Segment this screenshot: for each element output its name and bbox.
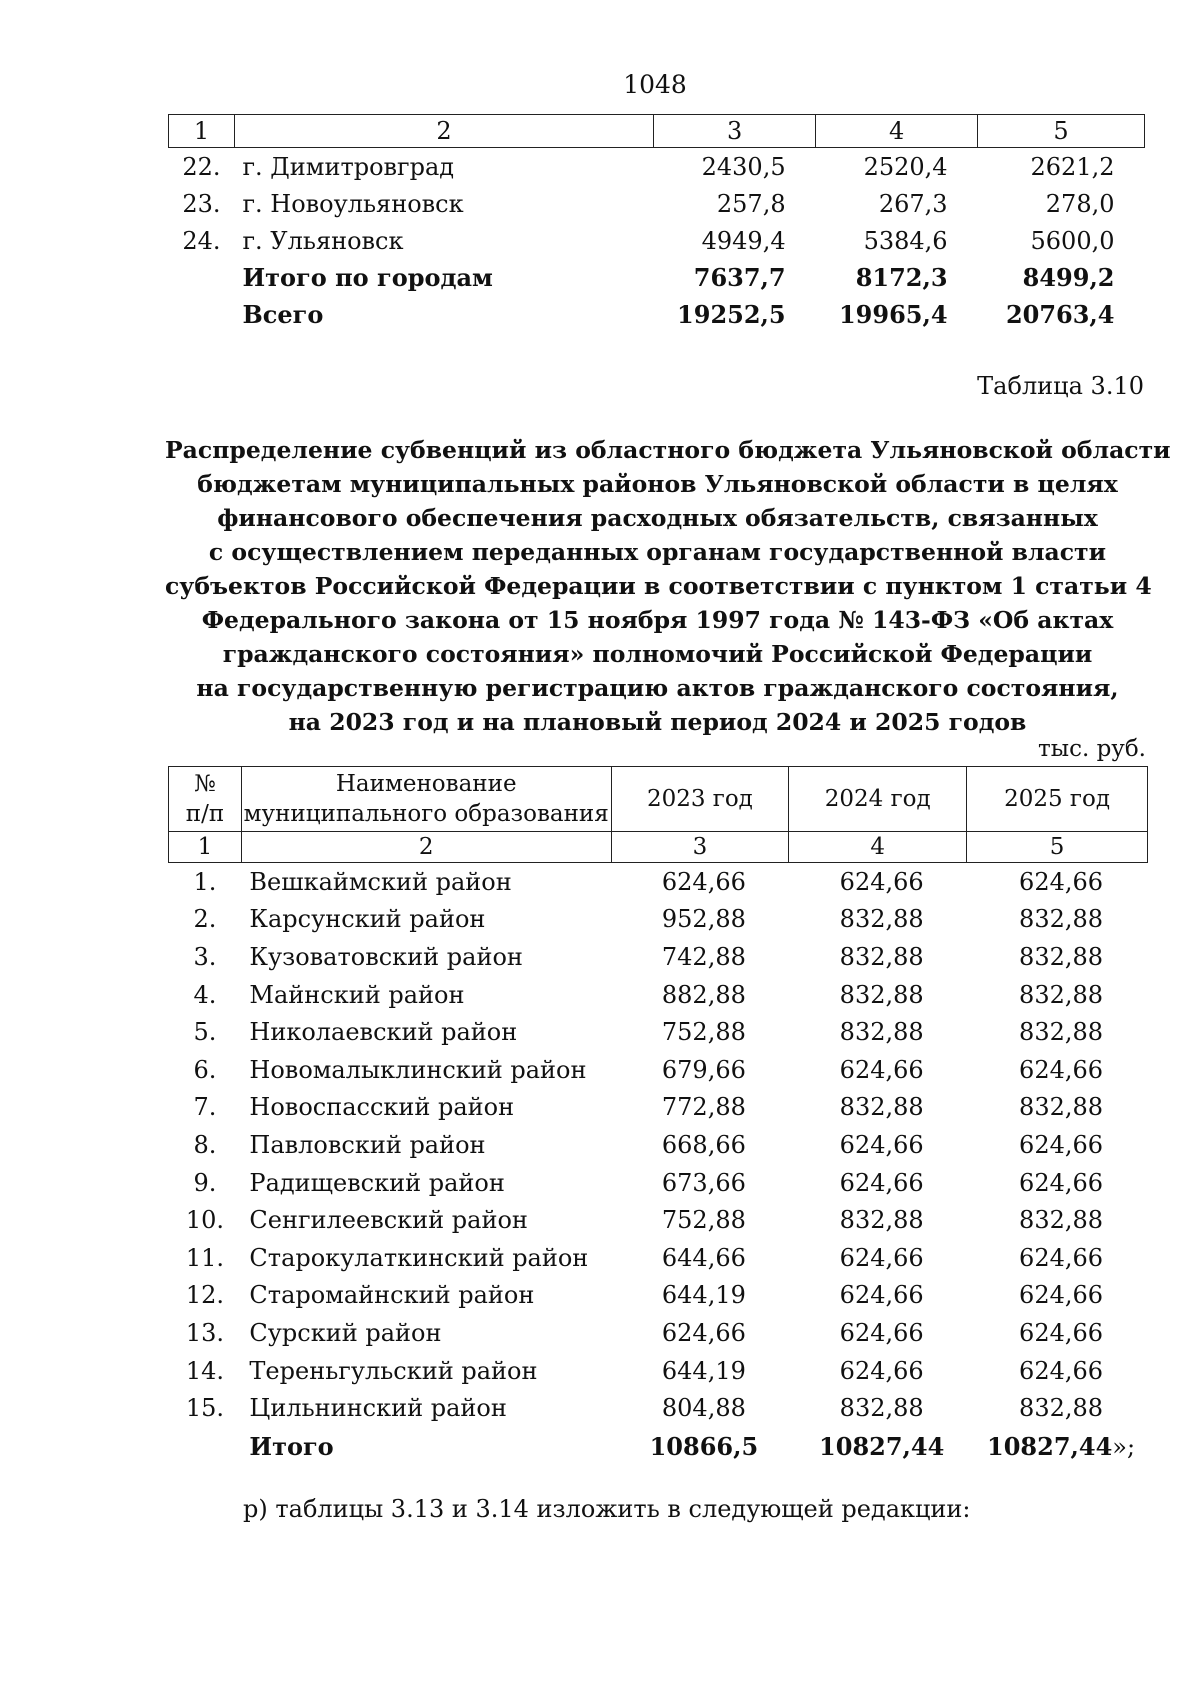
column-number: 4 [816, 115, 978, 148]
subventions-table-header [169, 767, 1148, 832]
closing-quote: »; [1112, 1433, 1136, 1462]
table-row [169, 1314, 1148, 1352]
municipality-name: Николаевский район [249, 1018, 518, 1047]
column-number: 2 [241, 832, 611, 863]
value-cell: 624,66 [1019, 1243, 1104, 1272]
value-cell: 19965,4 [838, 300, 948, 329]
value-cell: 832,88 [839, 905, 924, 934]
value-cell: 624,66 [839, 1055, 924, 1084]
row-number: 23. [182, 189, 221, 218]
value-cell: 624,66 [661, 867, 746, 896]
cities-table-header [169, 115, 1145, 148]
value-cell: 2621,2 [1030, 152, 1115, 181]
title-line: на 2023 год и на плановый период 2024 и 2025 годов [288, 708, 1027, 736]
municipality-name: Карсунский район [249, 905, 486, 934]
table-row [169, 1013, 1148, 1051]
table-title [165, 433, 1171, 739]
value-cell: 752,88 [661, 1018, 746, 1047]
table-row [169, 901, 1148, 939]
row-number: 8. [193, 1130, 217, 1159]
value-cell: 832,88 [1019, 1018, 1104, 1047]
value-cell: 624,66 [1019, 1356, 1104, 1385]
row-number: 2. [193, 905, 217, 934]
table-row [169, 1051, 1148, 1089]
value-cell: 804,88 [661, 1394, 746, 1423]
value-cell: 10827,44»; [987, 1432, 1136, 1462]
units-label: тыс. руб. [1038, 736, 1146, 762]
value-cell: 832,88 [1019, 1394, 1104, 1423]
row-number: 22. [182, 152, 221, 181]
row-number: 14. [185, 1356, 225, 1385]
value-cell: 832,88 [839, 980, 924, 1009]
table-row [169, 938, 1148, 976]
subtotal-label: Итого по городам [242, 263, 493, 292]
row-number: 11. [185, 1243, 225, 1272]
value-cell: 644,19 [661, 1356, 746, 1385]
value-cell: 278,0 [1045, 189, 1115, 218]
value-cell: 624,66 [839, 1243, 924, 1272]
column-number: 3 [654, 115, 816, 148]
value-cell: 624,66 [1019, 1168, 1104, 1197]
row-number: 3. [193, 942, 217, 971]
value-cell: 267,3 [878, 189, 948, 218]
value-cell: 624,66 [1019, 1130, 1104, 1159]
title-line: финансового обеспечения расходных обязательств, связанных [217, 504, 1098, 532]
value-cell: 952,88 [661, 905, 746, 934]
row-number: 6. [193, 1055, 217, 1084]
subventions-table [168, 766, 1148, 1467]
municipality-name: Новомалыклинский район [249, 1055, 587, 1084]
row-number: 5. [193, 1018, 217, 1047]
value-cell: 10866,5 [649, 1432, 759, 1462]
column-number: 3 [611, 832, 789, 863]
value-cell: 832,88 [1019, 905, 1104, 934]
row-number: 1. [193, 867, 217, 896]
column-number: 1 [169, 115, 235, 148]
table-row [169, 1239, 1148, 1277]
table-row [169, 1201, 1148, 1239]
table-row [169, 1126, 1148, 1164]
row-number: 9. [193, 1168, 217, 1197]
value-cell: 10827,44 [819, 1432, 945, 1462]
total-label: Всего [242, 300, 324, 329]
row-number: 15. [185, 1394, 225, 1423]
municipality-name: Тереньгульский район [249, 1356, 538, 1385]
title-line: бюджетам муниципальных районов Ульяновской области в целях [197, 470, 1118, 498]
value-cell: 8499,2 [1022, 263, 1115, 292]
value-cell: 624,66 [839, 1318, 924, 1347]
row-number: 4. [193, 980, 217, 1009]
header-2025: 2025 год [967, 767, 1148, 832]
total-label: Итого [249, 1432, 334, 1462]
value-cell: 832,88 [839, 1093, 924, 1122]
title-line: гражданского состояния» полномочий Российской Федерации [222, 640, 1093, 668]
subtotal-row [169, 259, 1145, 296]
total-row [169, 296, 1145, 333]
value-cell: 832,88 [839, 1206, 924, 1235]
value-cell: 832,88 [839, 1394, 924, 1423]
value-cell: 832,88 [1019, 1206, 1104, 1235]
value-cell: 832,88 [1019, 1093, 1104, 1122]
municipality-name: Радищевский район [249, 1168, 505, 1197]
value-cell: 624,66 [1019, 1281, 1104, 1310]
value-cell: 668,66 [661, 1130, 746, 1159]
municipality-name: Сурский район [249, 1318, 442, 1347]
table-row [169, 222, 1145, 259]
column-number: 5 [967, 832, 1148, 863]
municipality-name: г. Димитровград [242, 152, 455, 181]
value-cell: 644,66 [661, 1243, 746, 1272]
value-cell: 673,66 [661, 1168, 746, 1197]
municipality-name: Вешкаймский район [249, 867, 512, 896]
municipality-name: Старомайнский район [249, 1281, 535, 1310]
table-row [169, 1277, 1148, 1315]
column-number: 2 [234, 115, 653, 148]
title-line: Федерального закона от 15 ноября 1997 года № 143-ФЗ «Об актах [201, 606, 1114, 634]
column-number: 5 [978, 115, 1145, 148]
value-cell: 644,19 [661, 1281, 746, 1310]
municipality-name: Новоспасский район [249, 1093, 515, 1122]
row-number: 13. [185, 1318, 225, 1347]
column-numbers-row [169, 832, 1148, 863]
municipality-name: Павловский район [249, 1130, 486, 1159]
table-row [169, 976, 1148, 1014]
header-2023: 2023 год [611, 767, 789, 832]
title-line: с осуществлением переданных органам государственной власти [208, 538, 1107, 566]
value-cell: 624,66 [839, 1356, 924, 1385]
title-line: Распределение субвенций из областного бюджета Ульяновской области [165, 436, 1171, 464]
value-cell: 772,88 [661, 1093, 746, 1122]
footer-note: р) таблицы 3.13 и 3.14 изложить в следующей редакции: [243, 1495, 971, 1523]
column-number: 1 [169, 832, 242, 863]
value-cell: 257,8 [716, 189, 786, 218]
municipality-name: Старокулаткинский район [249, 1243, 589, 1272]
value-cell: 2430,5 [701, 152, 786, 181]
value-cell: 624,66 [661, 1318, 746, 1347]
value-cell: 742,88 [661, 942, 746, 971]
value-cell: 20763,4 [1005, 300, 1115, 329]
column-number: 4 [789, 832, 967, 863]
municipality-name: Кузоватовский район [249, 942, 523, 971]
row-number: 10. [185, 1206, 225, 1235]
value-cell: 19252,5 [677, 300, 786, 329]
value-cell: 5600,0 [1030, 226, 1115, 255]
total-row [169, 1427, 1148, 1467]
page-number: 1048 [623, 70, 687, 99]
municipality-name: Майнский район [249, 980, 465, 1009]
value-cell: 624,66 [839, 1168, 924, 1197]
value-cell: 624,66 [839, 1130, 924, 1159]
table-row [169, 863, 1148, 901]
value-cell: 4949,4 [701, 226, 786, 255]
value-cell: 832,88 [1019, 942, 1104, 971]
row-number: 12. [185, 1281, 225, 1310]
subventions-table-body [169, 863, 1148, 1427]
header-number: № п/п [169, 767, 242, 832]
value-cell: 624,66 [1019, 867, 1104, 896]
value-cell: 752,88 [661, 1206, 746, 1235]
table-row [169, 1389, 1148, 1427]
value-cell: 624,66 [1019, 1055, 1104, 1084]
title-line: на государственную регистрацию актов гражданского состояния, [196, 674, 1119, 702]
table-row [169, 1164, 1148, 1202]
value-cell: 832,88 [839, 1018, 924, 1047]
title-line: субъектов Российской Федерации в соответствии с пунктом 1 статьи 4 [165, 572, 1152, 600]
table-row [169, 185, 1145, 222]
value-cell: 2520,4 [863, 152, 948, 181]
value-cell: 882,88 [661, 980, 746, 1009]
value-cell: 624,66 [839, 1281, 924, 1310]
row-number: 7. [193, 1093, 217, 1122]
table-row [169, 148, 1145, 186]
municipality-name: г. Ульяновск [242, 226, 404, 255]
value-cell: 832,88 [1019, 980, 1104, 1009]
table-caption: Таблица 3.10 [977, 372, 1144, 400]
header-2024: 2024 год [789, 767, 967, 832]
value-cell: 624,66 [839, 867, 924, 896]
value-cell: 624,66 [1019, 1318, 1104, 1347]
header-name: Наименование муниципального образования [241, 767, 611, 832]
value-cell: 8172,3 [855, 263, 948, 292]
row-number: 24. [182, 226, 221, 255]
value-cell: 5384,6 [863, 226, 948, 255]
municipality-name: г. Новоульяновск [242, 189, 464, 218]
table-row [169, 1089, 1148, 1127]
value-cell: 7637,7 [693, 263, 786, 292]
municipality-name: Цильнинский район [249, 1394, 507, 1423]
cities-table [168, 114, 1145, 333]
municipality-name: Сенгилеевский район [249, 1206, 528, 1235]
value-cell: 832,88 [839, 942, 924, 971]
value-cell: 679,66 [661, 1055, 746, 1084]
table-row [169, 1352, 1148, 1390]
